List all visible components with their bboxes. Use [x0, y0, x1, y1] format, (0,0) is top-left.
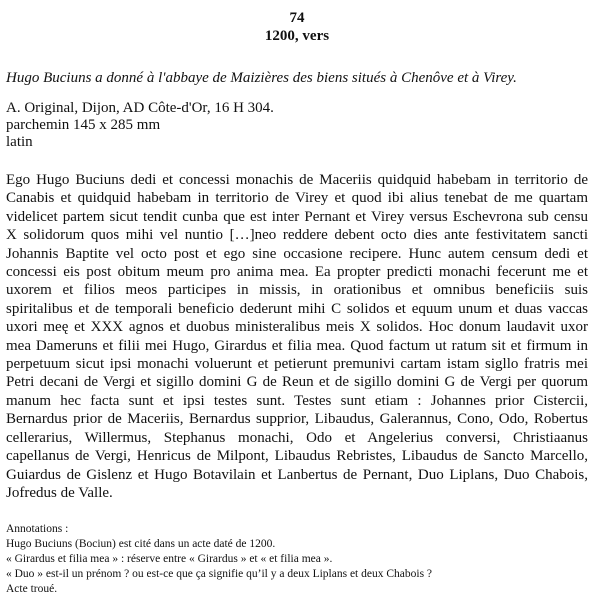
- charter-line: X solidorum quos mihi vel nuntio […]neo reddere debent octo dies ante festivitatem sancti: [6, 227, 588, 244]
- annotation-line: Acte troué.: [6, 583, 58, 596]
- charter-line: mea Dameruns et filii mei Hugo, Girardus et filia mea. Quod factum ut ratum sit et firmum in: [6, 337, 588, 354]
- annotations-section: [6, 522, 588, 597]
- charter-line: Guiardus de Gislenz et Hugo Botavilain et Lanbertus de Pernant, Duo Liplans, Duo Chabois,: [6, 466, 588, 483]
- document-date: 1200, vers: [264, 28, 330, 44]
- document-number: 74: [289, 10, 305, 26]
- charter-text: [6, 171, 588, 502]
- charter-line: concessi eis post obitum meum pro anima mea. Ea propter predicti monachi fecerunt me et: [6, 264, 588, 281]
- charter-line: Canabis et quidquid habebam in territorio de Virey et quod ibi alius tenebat de me quartam: [6, 190, 588, 207]
- charter-line: Petri decani de Vergi et sigillo domini G de Reun et de sigillo domini G de Vergi per quorum: [6, 374, 588, 391]
- charter-line: uxori meę et XXX agnos et duobus ministeralibus meis X solidos. Hoc donum laudavit uxor: [6, 319, 588, 336]
- charter-line: manum hec facta sunt et ipsi testes sunt. Testes sunt etiam : Johannes prior Cistercii,: [6, 392, 588, 409]
- document-page: [6, 6, 588, 597]
- annotation-line: « Duo » est-il un prénom ? ou est-ce que ça signifie qu’il y a deux Liplans et deux Chabois ?: [6, 568, 433, 581]
- charter-line: Ego Hugo Buciuns dedi et concessi monachis de Maceriis quidquid habebam in territorio de: [6, 172, 588, 188]
- charter-line: Bernardus prior de Maceriis, Bernardus supprior, Libaudus, Galerannus, Cono, Odo, Robertus: [6, 411, 588, 428]
- annotation-line: Hugo Buciuns (Bociun) est cité dans un acte daté de 1200.: [6, 538, 276, 551]
- language: latin: [6, 134, 33, 150]
- charter-line: cellerarius, Willermus, Stephanus monachi, Odo et Angelerius conversi, Christiaanus: [6, 429, 588, 446]
- annotation-line: « Girardus et filia mea » : réserve entre « Girardus » et « et filia mea ».: [6, 553, 333, 566]
- document-metadata: [6, 100, 588, 151]
- material-description: parchemin 145 x 285 mm: [6, 117, 161, 133]
- charter-line: Jofredus de Valle.: [6, 484, 113, 501]
- charter-line: uxorem et filios meos participes in missis, in orationibus et omnibus beneficiis suis: [6, 282, 588, 299]
- charter-line: spiritalibus et de temporali beneficio dederunt mihi C solidos et equum unum et duas vaccas: [6, 300, 588, 317]
- original-reference: A. Original, Dijon, AD Côte-d'Or, 16 H 304.: [6, 100, 274, 116]
- charter-line: capellanus de Vergi, Henricus de Milpont, Libaudus Rebristes, Libaudus de Sancto Marcello,: [6, 448, 588, 465]
- charter-line: Johannis Baptite vel octo post et ego sine occasione recipere. Hunc autem censum dedi et: [6, 245, 588, 262]
- annotations-heading: Annotations :: [6, 523, 69, 536]
- document-summary: Hugo Buciuns a donné à l'abbaye de Maizières des biens situés à Chenôve et à Virey.: [6, 70, 517, 86]
- charter-line: videlicet partem sicut tendit cunba que est inter Pernant et Virey versus Eschevrona sub censu: [6, 208, 588, 225]
- charter-line: perpetuum sicut ipsi monachi voluerunt et petierunt premunivi cartam istam sigllo fratris mei: [6, 356, 588, 373]
